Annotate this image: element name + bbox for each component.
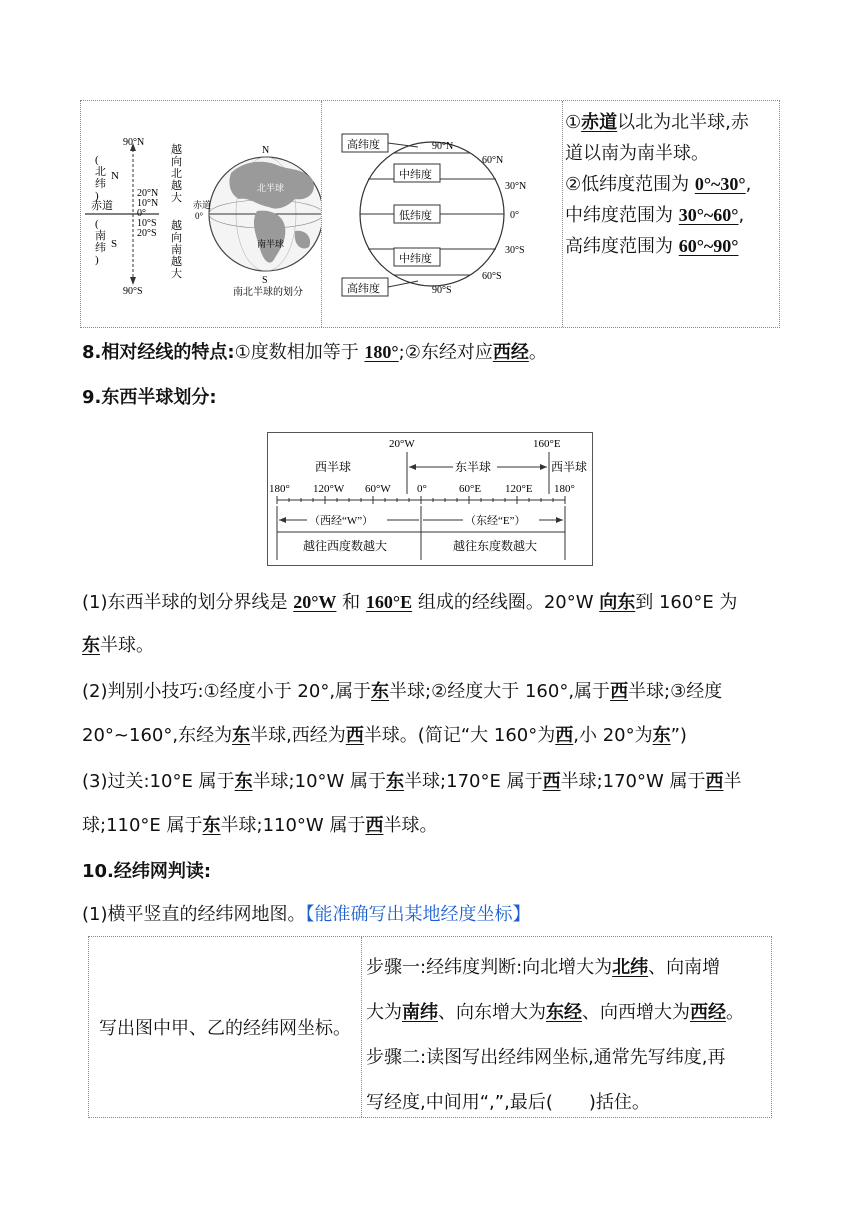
globe-n-label: N bbox=[262, 145, 270, 156]
lat-60N: 60°N bbox=[482, 155, 504, 166]
answer: 西 bbox=[365, 815, 384, 836]
scale-0: 0° bbox=[417, 483, 427, 495]
answer: 东 bbox=[82, 635, 100, 656]
note-text: 道以南为南半球。 bbox=[565, 143, 709, 164]
north-lat-char: 纬 bbox=[95, 178, 106, 190]
north-lat-char: ( bbox=[95, 154, 99, 166]
n90-label: 90°N bbox=[123, 137, 145, 148]
answer-high-lat: 60°~90° bbox=[678, 236, 739, 256]
globe-s-label: S bbox=[262, 275, 268, 286]
scale-120E: 120°E bbox=[505, 483, 533, 495]
e160-label: 160°E bbox=[533, 438, 561, 450]
highlight-note: 【能准确写出某地经度坐标】 bbox=[305, 904, 531, 925]
text: 写经度,中间用“,”,最后( )括住。 bbox=[366, 1092, 650, 1113]
text: 和 bbox=[336, 592, 366, 613]
note-text: 高纬度范围为 bbox=[565, 236, 679, 257]
tick-0: 0° bbox=[137, 208, 146, 219]
note-text: 中纬度范围为 bbox=[565, 205, 679, 226]
globe-equator-label: 赤道 bbox=[193, 200, 212, 210]
text: 球;110°E 属于 bbox=[82, 815, 203, 836]
item-8 bbox=[82, 340, 547, 365]
text: 大为 bbox=[366, 1002, 402, 1023]
answer: 西经 bbox=[690, 1002, 726, 1023]
north-N-label: N bbox=[111, 170, 119, 182]
s90-label: 90°S bbox=[123, 286, 143, 297]
text: (2)判别小技巧:①经度小于 20°,属于 bbox=[82, 681, 372, 702]
text: 。 bbox=[726, 1002, 744, 1023]
answer: 向东 bbox=[599, 592, 636, 613]
answer: 160°E bbox=[365, 592, 413, 612]
answer: 东 bbox=[371, 681, 390, 702]
answer: 西 bbox=[555, 725, 574, 746]
south-lat-char: 南 bbox=[95, 230, 106, 242]
item-9-2-line-2 bbox=[82, 724, 687, 748]
item-9-heading: 9.东西半球划分: bbox=[82, 387, 217, 408]
south-lat-char: ) bbox=[95, 254, 99, 266]
text: 半球;②经度大于 160°,属于 bbox=[389, 681, 611, 702]
answer: 180° bbox=[364, 342, 399, 362]
high-lat-top: 高纬度 bbox=[347, 139, 380, 151]
south-lat-char: ( bbox=[95, 218, 99, 230]
east-hemi: 东半球 bbox=[455, 460, 492, 474]
text: 半球;170°W 属于 bbox=[560, 771, 706, 792]
text: 20°~160°,东经为 bbox=[82, 725, 233, 746]
text: (1)东西半球的划分界线是 bbox=[82, 592, 294, 613]
east-bigger-label: 越往东度数越大 bbox=[453, 539, 538, 553]
latitude-table bbox=[80, 100, 780, 328]
text: ①度数相加等于 bbox=[234, 342, 365, 363]
low-lat: 低纬度 bbox=[399, 210, 432, 222]
note-text: 以北为北半球,赤 bbox=[617, 112, 749, 133]
text: 、向西增大为 bbox=[582, 1002, 690, 1023]
text: 、向东增大为 bbox=[438, 1002, 546, 1023]
note-text: , bbox=[738, 205, 745, 226]
north-hemi-label: 北半球 bbox=[257, 183, 285, 193]
answer: 北纬 bbox=[612, 957, 649, 978]
item-9-1-line-1 bbox=[82, 590, 737, 615]
north-lat-char: 北 bbox=[95, 166, 106, 178]
south-hemi-label: 南半球 bbox=[257, 239, 285, 249]
item-9-1-line-2 bbox=[82, 634, 154, 658]
task-text: 写出图中甲、乙的经纬网坐标。 bbox=[99, 1018, 351, 1039]
answer: 西 bbox=[542, 771, 561, 792]
east-west-hemisphere-figure bbox=[267, 432, 593, 566]
tick-20N: 20°N bbox=[137, 188, 159, 199]
text: 半球。 bbox=[100, 635, 154, 656]
answer: 东 bbox=[386, 771, 405, 792]
south-bigger-char: 南 bbox=[171, 244, 182, 256]
item-9-2-line-1 bbox=[82, 680, 722, 704]
note-text: , bbox=[745, 174, 752, 195]
answer-low-lat: 0°~30° bbox=[694, 174, 746, 194]
text: 。 bbox=[528, 342, 547, 363]
task-cell bbox=[89, 937, 362, 1117]
item-10-sub bbox=[82, 903, 531, 927]
latitude-zones-cell bbox=[322, 101, 563, 327]
north-bigger-char: 北 bbox=[171, 168, 182, 180]
globe-icon bbox=[209, 157, 321, 271]
item-10-heading: 10.经纬网判读: bbox=[82, 861, 212, 882]
answer: 东 bbox=[652, 725, 671, 746]
lat-90N: 90°N bbox=[432, 141, 454, 152]
answer: 西 bbox=[610, 681, 629, 702]
item-8-heading: 8.相对经线的特点: bbox=[82, 342, 235, 363]
answer: 20°W bbox=[293, 592, 337, 612]
north-bigger-char: 越 bbox=[171, 180, 182, 192]
tick-10N: 10°N bbox=[137, 198, 159, 209]
high-lat-bottom: 高纬度 bbox=[347, 283, 380, 295]
answer-mid-lat: 30°~60° bbox=[678, 205, 739, 225]
text: 半球;10°W 属于 bbox=[252, 771, 387, 792]
answer: 东 bbox=[232, 725, 251, 746]
steps-cell bbox=[366, 945, 770, 1125]
west-bigger-label: 越往西度数越大 bbox=[303, 539, 388, 553]
south-bigger-char: 大 bbox=[171, 268, 182, 280]
south-bigger-char: 向 bbox=[171, 232, 182, 244]
text: 、向南增 bbox=[648, 957, 721, 978]
answer: 西 bbox=[345, 725, 364, 746]
text: 步骤二:读图写出经纬网坐标,通常先写纬度,再 bbox=[366, 1047, 726, 1068]
equator-label: 赤道 bbox=[91, 200, 113, 212]
north-bigger-char: 大 bbox=[171, 192, 182, 204]
mid-lat-bottom: 中纬度 bbox=[399, 253, 432, 265]
text: 半球。 bbox=[383, 815, 438, 836]
coordinate-table bbox=[88, 936, 772, 1118]
answer-equator: 赤道 bbox=[581, 112, 618, 133]
text: 半球。(简记“大 160°为 bbox=[363, 725, 556, 746]
text: ,小 20°为 bbox=[573, 725, 653, 746]
south-bigger-char: 越 bbox=[171, 220, 182, 232]
text: 半球;③经度 bbox=[628, 681, 723, 702]
north-lat-char: ) bbox=[95, 190, 99, 202]
text: 到 160°E 为 bbox=[635, 592, 738, 613]
text: 半球;170°E 属于 bbox=[404, 771, 543, 792]
answer: 东 bbox=[202, 815, 221, 836]
south-lat-char: 纬 bbox=[95, 242, 106, 254]
answer: 东 bbox=[234, 771, 253, 792]
lat-30N: 30°N bbox=[505, 181, 527, 192]
text: 半球;110°W 属于 bbox=[220, 815, 366, 836]
globe-caption: 南北半球的划分 bbox=[233, 287, 303, 298]
lat-0: 0° bbox=[510, 210, 519, 221]
item-9-3-line-1 bbox=[82, 770, 742, 794]
south-bigger-char: 越 bbox=[171, 256, 182, 268]
south-S-label: S bbox=[111, 238, 118, 250]
w20-label: 20°W bbox=[389, 438, 415, 450]
text: 步骤一:经纬度判断:向北增大为 bbox=[366, 957, 613, 978]
text: ;②东经对应 bbox=[398, 342, 493, 363]
latitude-notes bbox=[565, 107, 779, 262]
text: 半 bbox=[723, 771, 742, 792]
tick-10S: 10°S bbox=[137, 218, 157, 229]
scale-180-left: 180° bbox=[269, 483, 290, 495]
text: (1)横平竖直的经纬网地图。 bbox=[82, 904, 306, 925]
west-hemi-right: 西半球 bbox=[551, 460, 588, 474]
mid-lat-top: 中纬度 bbox=[399, 169, 432, 181]
globe-zero-label: 0° bbox=[195, 211, 204, 221]
west-hemi-left: 西半球 bbox=[315, 460, 352, 474]
text: 半球,西经为 bbox=[250, 725, 346, 746]
scale-60W: 60°W bbox=[365, 483, 391, 495]
text: ”) bbox=[670, 725, 687, 746]
latitude-zones-figure bbox=[322, 101, 562, 327]
item-9-3-line-2 bbox=[82, 814, 437, 838]
scale-120W: 120°W bbox=[313, 483, 345, 495]
scale-180-right: 180° bbox=[554, 483, 575, 495]
note-text: ②低纬度范围为 bbox=[565, 174, 695, 195]
east-long-label: （东经“E”） bbox=[465, 515, 526, 527]
north-bigger-char: 向 bbox=[171, 156, 182, 168]
west-long-label: （西经“W”） bbox=[309, 515, 374, 527]
north-bigger-char: 越 bbox=[171, 144, 182, 156]
answer: 西经 bbox=[492, 342, 529, 363]
note-text: ① bbox=[565, 112, 582, 133]
answer: 东经 bbox=[546, 1002, 582, 1023]
answer: 南纬 bbox=[402, 1002, 438, 1023]
globe-figure-cell bbox=[81, 101, 322, 327]
text: 组成的经线圈。20°W bbox=[412, 592, 600, 613]
scale-60E: 60°E bbox=[459, 483, 482, 495]
lat-60S: 60°S bbox=[482, 271, 502, 282]
answer: 西 bbox=[705, 771, 724, 792]
lat-30S: 30°S bbox=[505, 245, 525, 256]
north-south-hemisphere-figure bbox=[81, 101, 321, 327]
tick-20S: 20°S bbox=[137, 228, 157, 239]
text: (3)过关:10°E 属于 bbox=[82, 771, 235, 792]
lat-90S: 90°S bbox=[432, 285, 452, 296]
